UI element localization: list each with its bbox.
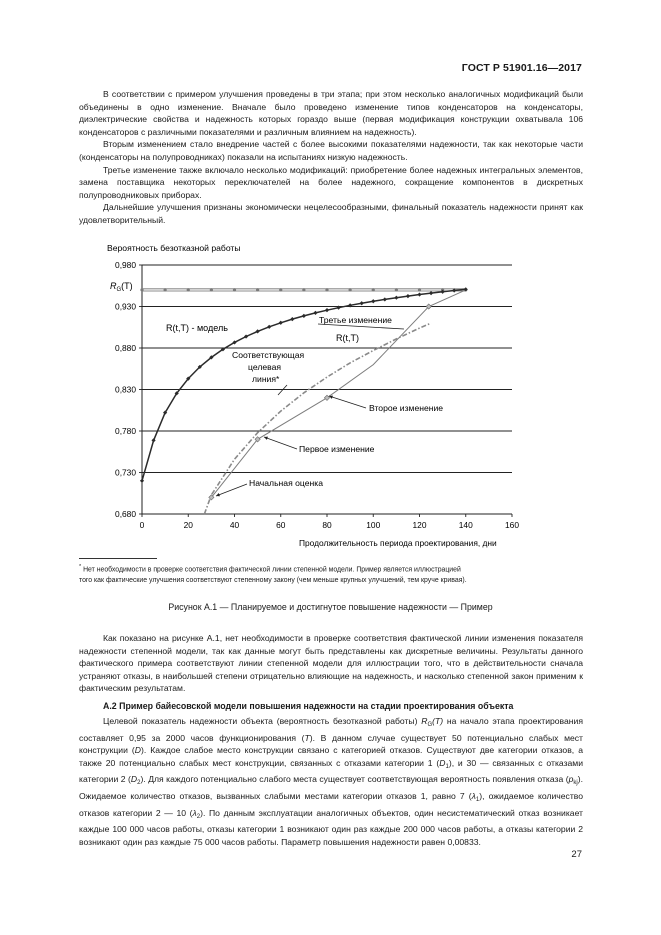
arrow-first-change [264, 437, 268, 440]
y-tick-label: 0,880 [115, 343, 136, 353]
series-rg-point [164, 288, 167, 291]
series-rg-point [418, 288, 421, 291]
series-rg-point [187, 288, 190, 291]
series-rg-point [372, 288, 375, 291]
x-tick-label: 60 [276, 520, 286, 530]
intro-text [79, 88, 583, 227]
x-tick-label: 160 [505, 520, 519, 530]
series-rg-point [349, 288, 352, 291]
intro-paragraph-1: В соответствии с примером улучшения проведены в три этапа; при этом несколько аналогичных модификаций были объединены в одно изменение. Вначале было проведено изменение типов конденсаторов на конденсаторы, диэлектрические свойства и надежность которых гораздо выше (первая модификация конструкции охватывала 106 конденсаторов с различными показателями и различным влиянием на надежность). [79, 89, 583, 137]
document-header: ГОСТ Р 51901.16—2017 [461, 62, 582, 74]
section-text [79, 715, 583, 848]
series-model-point [394, 296, 398, 300]
chart-yticks [115, 260, 142, 519]
series-model-point [325, 308, 329, 312]
series-rg-point [233, 288, 236, 291]
reliability-growth-chart [0, 230, 661, 550]
y-tick-label: 0,730 [115, 467, 136, 478]
x-tick-label: 40 [229, 520, 240, 530]
y-tick-label: 0,980 [115, 260, 136, 270]
series-model-point [151, 438, 155, 442]
label-initial-estimate: Начальная оценка [249, 478, 323, 488]
intro-paragraph-2: Вторым изменением стало внедрение частей с более высокими показателями надежности, так как некоторые части (конденсаторы на полупроводниках) показали на испытаниях низкую надежность. [79, 139, 583, 162]
series-model-point [267, 325, 271, 329]
series-rg-point [256, 288, 259, 291]
intro-paragraph-4: Дальнейшие улучшения признаны экономически нецелесообразными, финальный показатель надежности принят как удовлетворительный. [79, 202, 583, 225]
x-tick-label: 80 [322, 520, 332, 530]
series-model-point [140, 479, 144, 483]
series-rg-point [210, 288, 213, 291]
label-second-change: Второе изменение [369, 403, 444, 413]
label-target-3: линия* [252, 374, 280, 384]
intro-paragraph-3: Третье изменение также включало несколько модификаций: приобретение более надежных интегральных элементов, замена поставщика некоторых переключателей на более надежного, сокращение компонентов в дискретных полупроводниковых приборах. [79, 164, 583, 200]
paragraph-after-figure: Как показано на рисунке А.1, нет необходимости в проверке соответствия фактической линии изменения показателя надежности степенной модели, так как данные могут быть представлены как дискретные величины. Результаты данного фактического примера соответствуют линии степенной модели для иллюстрации того, что в действительности сначала устраняют отказы, в наибольшей степени отрицательно влияющие на надежность, и насколько степенной закон применим к фактическим результатам. [79, 633, 583, 694]
label-third-change: Третье изменение [319, 315, 392, 325]
body-text [79, 632, 583, 695]
series-rg-point [140, 288, 143, 291]
chart-xticks [140, 514, 520, 530]
series-model-point [313, 311, 317, 315]
label-rg: $R_G(T)$ [110, 281, 133, 293]
series-rg-point [279, 288, 282, 291]
y-tick-label: 0,680 [115, 509, 136, 519]
series-rg-point [325, 288, 328, 291]
section-paragraph: Целевой показатель надежности объекта (вероятность безотказной работы) $R_G(T)$ на начало этапа проектирования составляет 0,95 за 2000 часов функционирования (T). В данном случае существует 50 потенциально слабых мест конструкции (D). Каждое слабое место конструкции связано с категорией отказов. Существуют две категории отказов, а также 20 потенциально слабых мест конструкции, связанных с отказами категории 1 $(D_1)$, и 30 — связанных с отказами категории 2 $(D_2)$. Для каждого потенциально слабого места существует соответствующая вероятность появления отказа $(p_{kj})$. Ожидаемое количество отказов, вызванных слабыми местами категории отказов 1, равно 7 $(\lambda_1)$, ожидаемое количество отказов категории 2 — 10 $(\lambda_2)$. По данным эксплуатации аналогичных объектов, один несистематический отказ возникает каждые 100 000 часов работы, отказы категории 1 возникают один раз каждые 200 000 часов работы, а отказы категории 2 возникают один раз каждые 75 000 часов работы. Параметр повышения надежности равен 0,00833. [79, 716, 584, 847]
label-first-change: Первое изменение [299, 444, 375, 454]
series-model-point [256, 329, 260, 333]
series-model-point [383, 297, 387, 301]
series-model-point [417, 292, 421, 296]
footnote: * Нет необходимости в проверке соответствия фактической линии степенной модели. Пример является иллюстрацией того как фактические улучшения соответствуют степенному закону (чем меньше крупных улучшений, тем круче кривая). [79, 564, 467, 585]
chart-ylabel: Вероятность безотказной работы [107, 243, 241, 253]
leader-first-change [264, 437, 297, 449]
label-model: R(t,T) - модель [166, 323, 228, 333]
section-heading: А.2 Пример байесовской модели повышения надежности на стадии проектирования объекта [103, 701, 514, 711]
leader-target [278, 385, 287, 395]
arrow-second-change [329, 396, 333, 399]
series-model-point [302, 314, 306, 318]
y-tick-label: 0,780 [115, 426, 136, 436]
x-tick-label: 20 [183, 520, 193, 530]
page-number: 27 [571, 849, 582, 860]
figure-caption: Рисунок А.1 — Планируемое и достигнутое повышение надежности — Пример [168, 602, 493, 612]
series-model-point [290, 317, 294, 321]
y-tick-label: 0,830 [115, 384, 136, 395]
label-rtt: R(t,T) [336, 333, 359, 343]
x-tick-label: 0 [139, 520, 145, 530]
x-tick-label: 140 [458, 520, 473, 530]
series-model-point [406, 294, 410, 298]
series-model-point [360, 301, 364, 305]
x-tick-label: 100 [366, 520, 381, 530]
x-tick-label: 120 [412, 520, 427, 530]
chart-grid [142, 265, 512, 514]
label-target-2: целевая [248, 362, 282, 372]
series-model-point [429, 291, 433, 295]
series-model-point [279, 321, 283, 325]
leader-second-change [329, 396, 366, 408]
y-tick-label: 0,930 [115, 301, 136, 312]
series-rg-point [302, 288, 305, 291]
footnote-rule [79, 558, 157, 559]
series-rg-point [395, 288, 398, 291]
label-target-1: Соответствующая [232, 350, 305, 360]
chart-xlabel: Продолжительность периода проектирования, дни [299, 538, 497, 548]
series-model-point [371, 299, 375, 303]
